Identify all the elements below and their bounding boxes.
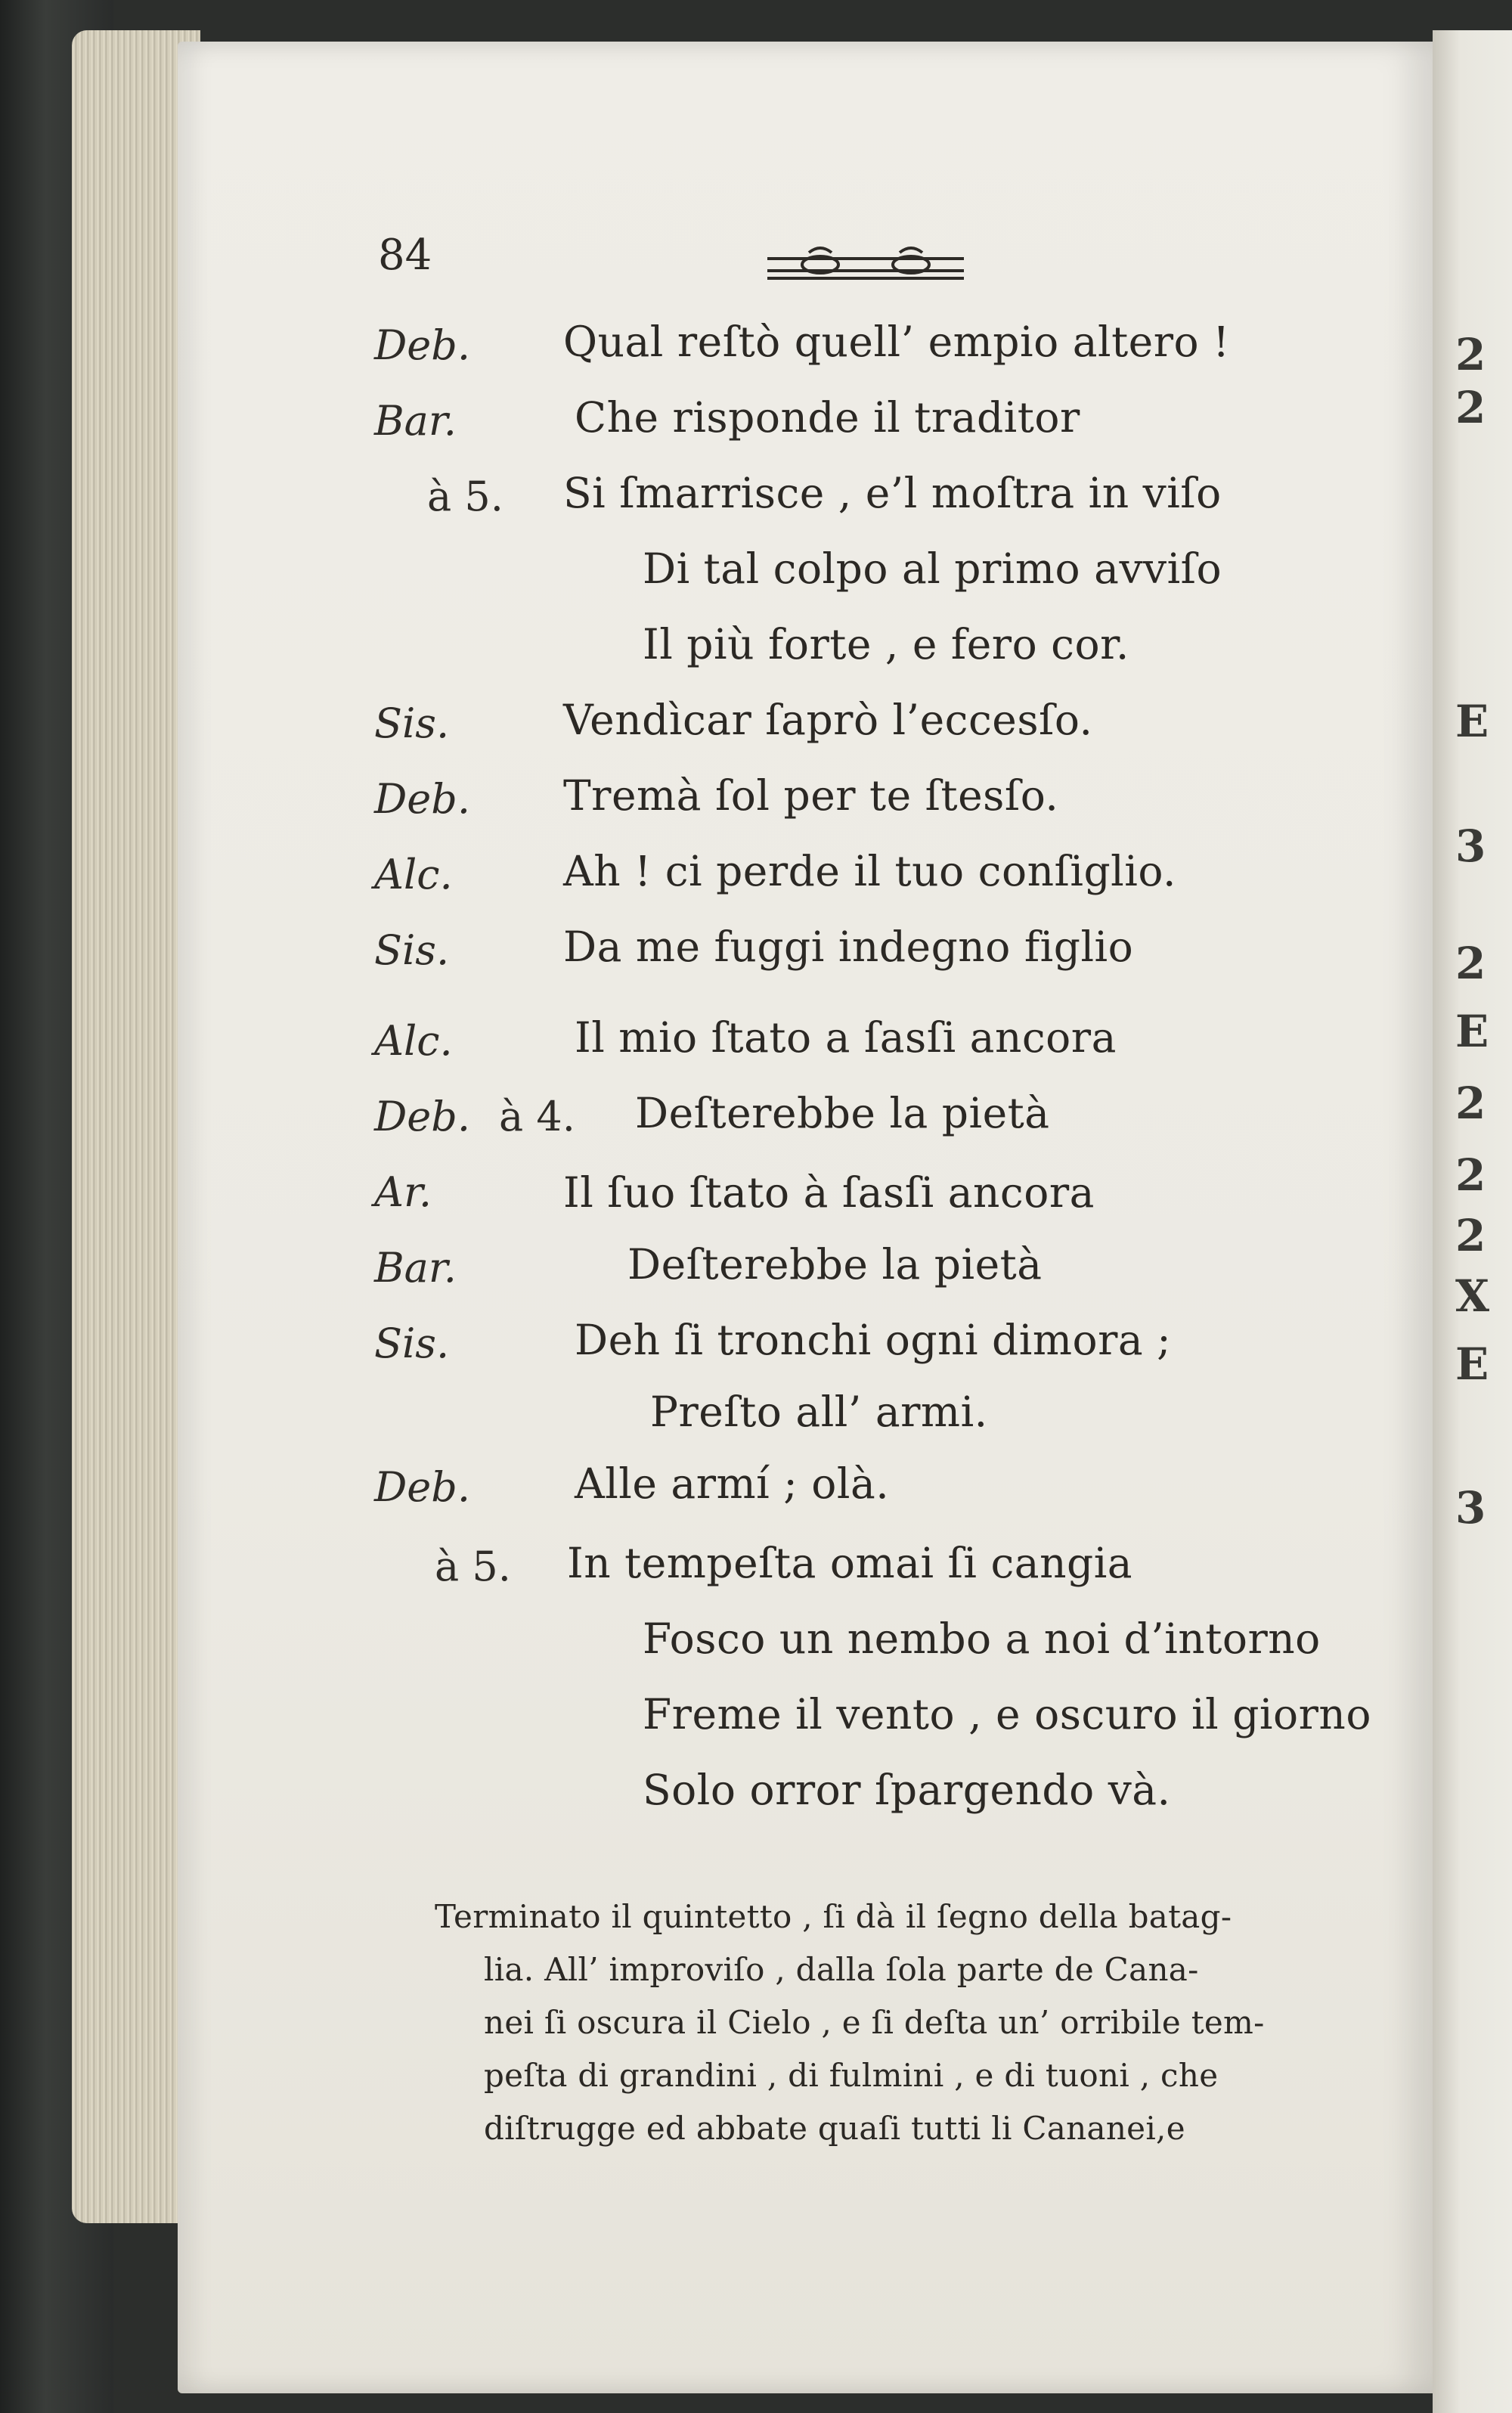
- stage-direction-line: diſtrugge ed abbate quaſi tutti li Cananei,e: [484, 2110, 1185, 2147]
- speaker-label: Deb.: [374, 775, 470, 823]
- verse-line: Il ſuo ſtato à ſasſi ancora: [563, 1168, 1095, 1217]
- verse-line: Il mio ſtato a ſasſi ancora: [575, 1013, 1117, 1062]
- verse-line: Il più forte , e fero cor.: [643, 620, 1129, 668]
- speaker-label: Alc.: [374, 851, 453, 898]
- facing-page-glyph: 3: [1455, 820, 1486, 872]
- facing-page-glyph: 3: [1455, 1482, 1486, 1534]
- verse-line: Deh ſi tronchi ogni dimora ;: [575, 1316, 1172, 1364]
- stage-direction-line: peſta di grandini , di fulmini , e di tuoni , che: [484, 2057, 1219, 2094]
- speaker-label: Sis.: [374, 1320, 450, 1367]
- page-number: 84: [378, 231, 432, 280]
- facing-page-glyph: 2: [1455, 382, 1486, 433]
- speaker-label: Deb.: [374, 1093, 470, 1140]
- ensemble-marker: à 5.: [435, 1543, 511, 1590]
- verse-line: Freme il vento , e oscuro il giorno: [643, 1690, 1371, 1738]
- speaker-label: Bar.: [374, 1244, 457, 1292]
- speaker-label: Sis.: [374, 699, 450, 747]
- facing-page-glyph: 2: [1455, 1149, 1486, 1201]
- verse-line: Deſterebbe la pietà: [635, 1089, 1050, 1137]
- verse-line: Alle armí ; olà.: [575, 1459, 890, 1508]
- speaker-label: Deb.: [374, 321, 470, 369]
- speaker-label: Alc.: [374, 1017, 453, 1065]
- facing-page-glyph: 2: [1455, 1210, 1486, 1261]
- verse-line: Preſto all’ armi.: [650, 1388, 988, 1436]
- facing-page-glyph: 2: [1455, 329, 1486, 380]
- verse-line: Di tal colpo al primo avviſo: [643, 544, 1222, 593]
- facing-page-glyph: 2: [1455, 1078, 1486, 1129]
- speaker-label: Sis.: [374, 926, 450, 974]
- verse-line: Solo orror ſpargendo và.: [643, 1766, 1171, 1814]
- speaker-label: Bar.: [374, 397, 457, 445]
- facing-page-glyph: 2: [1455, 938, 1486, 989]
- verse-line: Fosco un nembo a noi d’intorno: [643, 1614, 1321, 1663]
- facing-page-glyph: E: [1455, 1006, 1489, 1057]
- verse-line: Vendìcar ſaprò l’eccesſo.: [563, 696, 1093, 744]
- verse-line: Si ſmarrisce , e’l moſtra in viſo: [563, 469, 1222, 517]
- speaker-label: Ar.: [374, 1168, 432, 1216]
- stage-direction-line: nei ſi oscura il Cielo , e ſi deſta un’ orribile tem-: [484, 2004, 1265, 2041]
- stage-direction-line: Terminato il quintetto , ſi dà il ſegno della batag-: [435, 1898, 1232, 1935]
- facing-page: [1433, 30, 1512, 2413]
- verse-line: In tempeſta omai ſi cangia: [567, 1539, 1133, 1587]
- ensemble-marker: à 4.: [499, 1093, 575, 1140]
- speaker-label: Deb.: [374, 1463, 470, 1511]
- facing-page-glyph: E: [1455, 1338, 1489, 1390]
- verse-line: Tremà ſol per te ſtesſo.: [563, 771, 1059, 820]
- verse-line: Deſterebbe la pietà: [627, 1240, 1043, 1289]
- ensemble-marker: à 5.: [427, 473, 503, 520]
- facing-page-glyph: E: [1455, 696, 1489, 747]
- verse-line: Da me fuggi indegno figlio: [563, 923, 1134, 971]
- verse-line: Che risponde il traditor: [575, 393, 1080, 442]
- verse-line: Qual reſtò quell’ empio altero !: [563, 318, 1230, 366]
- ornament-icon: [764, 242, 968, 287]
- facing-page-glyph: X: [1455, 1270, 1490, 1322]
- verse-line: Ah ! ci perde il tuo conſiglio.: [563, 847, 1176, 895]
- stage-direction-line: lia. All’ improviſo , dalla ſola parte de Cana-: [484, 1951, 1199, 1988]
